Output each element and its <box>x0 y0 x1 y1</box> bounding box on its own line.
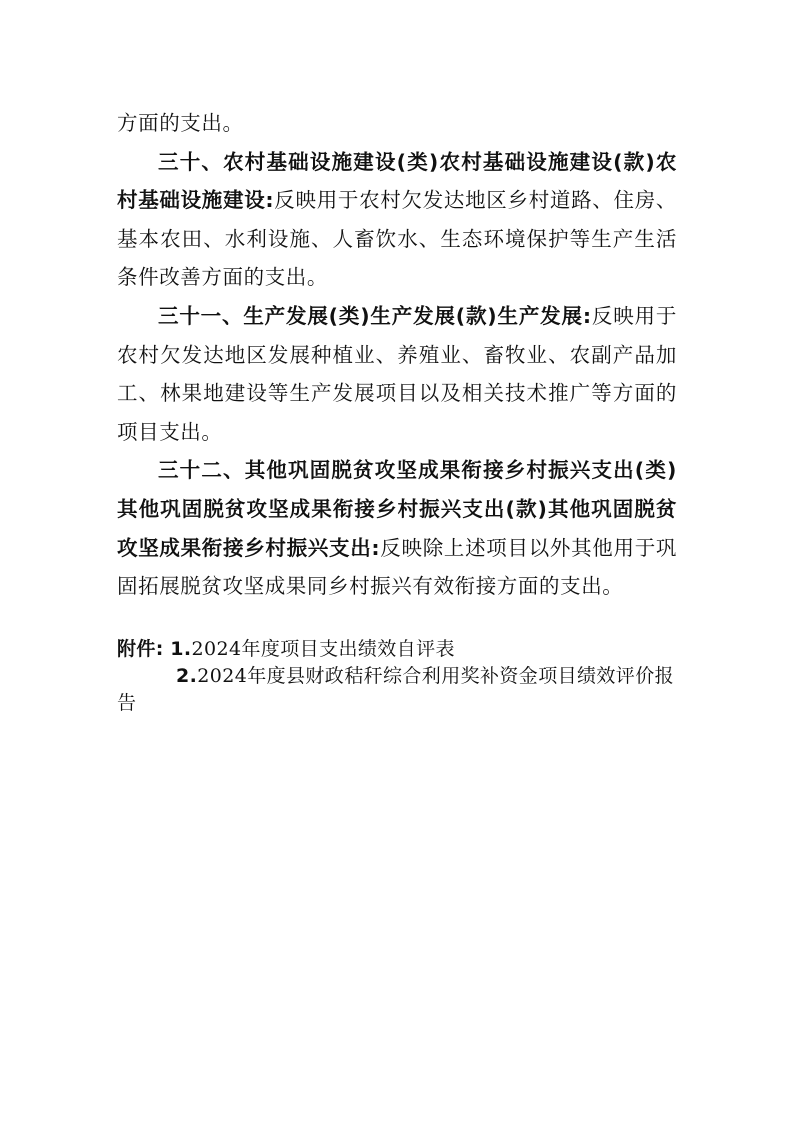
section-30-heading: 三十、农村基础设施建设(类)农村基础设施建设(款)农村基础设施建设: <box>117 149 677 213</box>
intro-fragment: 方面的支出。 <box>117 111 244 135</box>
attachment-row-1 <box>117 636 687 663</box>
section-31-heading: 三十一、生产发展(类)生产发展(款)生产发展: <box>158 303 592 328</box>
section-30-body: 反映用于农村欠发达地区乡村道路、住房、基本农田、水利设施、人畜饮水、生态环境保护等生产生活条件改善方面的支出。 <box>117 188 677 290</box>
attachment-row-2 <box>117 663 687 717</box>
attachments <box>117 636 687 717</box>
attachment-2-text: 2024年度县财政秸秆综合利用奖补资金项目绩效评价报告 <box>117 665 675 714</box>
attachment-2-indent <box>117 665 176 687</box>
section-31-body: 反映用于农村欠发达地区发展种植业、养殖业、畜牧业、农副产品加工、林果地建设等生产发展项目以及相关技术推广等方面的项目支出。 <box>117 303 677 444</box>
attachment-2-number: 2. <box>176 665 198 687</box>
document-body <box>117 104 677 606</box>
section-30 <box>117 143 677 297</box>
section-32-body: 反映除上述项目以外其他用于巩固拓展脱贫攻坚成果同乡村振兴有效衔接方面的支出。 <box>117 535 677 599</box>
attachment-1-number: 1. <box>170 638 192 660</box>
section-32 <box>117 451 677 605</box>
attachment-1-text: 2024年度项目支出绩效自评表 <box>191 638 455 660</box>
section-31 <box>117 297 677 451</box>
section-32-heading: 三十二、其他巩固脱贫攻坚成果衔接乡村振兴支出(类)其他巩固脱贫攻坚成果衔接乡村振兴支出(款)其他巩固脱贫攻坚成果衔接乡村振兴支出: <box>117 458 677 560</box>
attachments-label: 附件: <box>117 638 164 660</box>
